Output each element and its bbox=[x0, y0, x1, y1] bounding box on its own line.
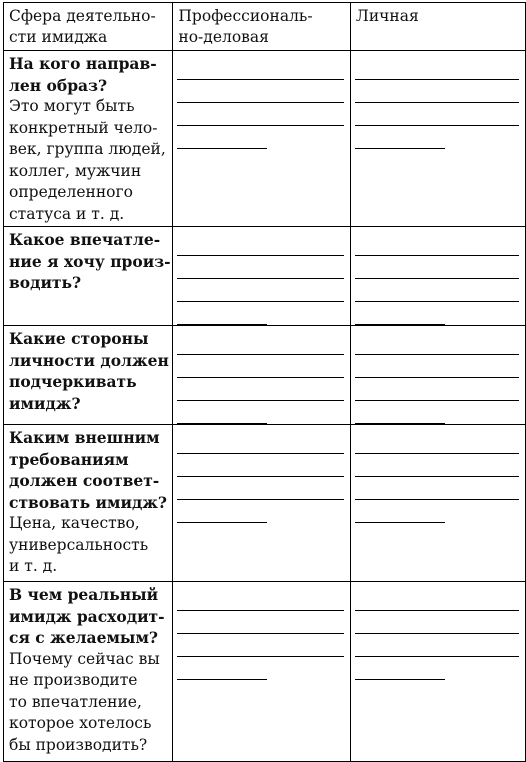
question-note: Это могут быть конкретный чело- век, группа людей, коллег, мужчин определенного статуса и т. д. bbox=[9, 97, 166, 223]
answer-line[interactable] bbox=[177, 634, 344, 657]
answer-line[interactable] bbox=[355, 80, 519, 103]
answer-personal[interactable] bbox=[350, 227, 525, 326]
answer-personal[interactable] bbox=[350, 582, 525, 762]
answer-professional[interactable] bbox=[173, 326, 351, 425]
answer-line[interactable] bbox=[355, 332, 519, 355]
answer-line[interactable] bbox=[177, 256, 344, 279]
answer-personal[interactable] bbox=[350, 51, 525, 227]
answer-line[interactable] bbox=[355, 634, 519, 657]
answer-line-short[interactable] bbox=[355, 126, 445, 149]
answer-line[interactable] bbox=[177, 57, 344, 80]
question-text: В чем реальный имидж расходит- ся с желаемым? bbox=[9, 585, 165, 647]
answer-line[interactable] bbox=[355, 588, 519, 611]
answer-line[interactable] bbox=[355, 57, 519, 80]
header-sphere bbox=[4, 3, 173, 51]
question-text: Какое впечатле- ние я хочу произ- водить? bbox=[9, 230, 171, 292]
answer-line-short[interactable] bbox=[177, 302, 267, 325]
answer-line[interactable] bbox=[177, 279, 344, 302]
question-text: Каким внешним требованиям должен соответ- ствовать имидж? bbox=[9, 428, 168, 512]
answer-line[interactable] bbox=[355, 279, 519, 302]
table-row bbox=[4, 582, 526, 762]
answer-line-short[interactable] bbox=[355, 657, 445, 680]
header-personal bbox=[350, 3, 525, 51]
question-cell bbox=[4, 227, 173, 326]
answer-line[interactable] bbox=[355, 431, 519, 454]
answer-line[interactable] bbox=[355, 611, 519, 634]
answer-professional[interactable] bbox=[173, 582, 351, 762]
answer-line-short[interactable] bbox=[355, 401, 445, 424]
table-row bbox=[4, 425, 526, 582]
header-professional-text: Профессиональ- но-деловая bbox=[178, 7, 313, 46]
answer-line[interactable] bbox=[355, 103, 519, 126]
answer-line[interactable] bbox=[177, 233, 344, 256]
answer-line-short[interactable] bbox=[177, 126, 267, 149]
question-note: Цена, качество, универсальность и т. д. bbox=[9, 514, 149, 575]
table-row bbox=[4, 51, 526, 227]
answer-line[interactable] bbox=[177, 332, 344, 355]
answer-line-short[interactable] bbox=[355, 302, 445, 325]
answer-line[interactable] bbox=[355, 378, 519, 401]
table-row bbox=[4, 227, 526, 326]
question-cell bbox=[4, 425, 173, 582]
answer-professional[interactable] bbox=[173, 51, 351, 227]
question-cell bbox=[4, 582, 173, 762]
answer-line[interactable] bbox=[177, 103, 344, 126]
question-note: Почему сейчас вы не производите то впечатление, которое хотелось бы производить? bbox=[9, 649, 160, 754]
question-cell bbox=[4, 326, 173, 425]
answer-line-short[interactable] bbox=[177, 657, 267, 680]
answer-line[interactable] bbox=[177, 80, 344, 103]
header-row bbox=[4, 3, 526, 51]
answer-line[interactable] bbox=[177, 611, 344, 634]
answer-line[interactable] bbox=[177, 454, 344, 477]
question-text: На кого направ- лен образ? bbox=[9, 54, 157, 95]
table-row bbox=[4, 326, 526, 425]
answer-line-short[interactable] bbox=[177, 401, 267, 424]
question-text: Какие стороны личности должен подчеркивать имидж? bbox=[9, 329, 169, 413]
answer-professional[interactable] bbox=[173, 425, 351, 582]
answer-line[interactable] bbox=[177, 588, 344, 611]
question-cell bbox=[4, 51, 173, 227]
answer-professional[interactable] bbox=[173, 227, 351, 326]
answer-line-short[interactable] bbox=[177, 500, 267, 523]
header-personal-text: Личная bbox=[355, 7, 419, 25]
answer-line[interactable] bbox=[177, 431, 344, 454]
answer-line[interactable] bbox=[177, 477, 344, 500]
answer-line[interactable] bbox=[355, 355, 519, 378]
answer-line[interactable] bbox=[355, 256, 519, 279]
header-sphere-text: Сфера деятельно- сти имиджа bbox=[9, 7, 156, 46]
answer-line[interactable] bbox=[355, 454, 519, 477]
answer-personal[interactable] bbox=[350, 326, 525, 425]
header-professional bbox=[173, 3, 351, 51]
answer-personal[interactable] bbox=[350, 425, 525, 582]
answer-line[interactable] bbox=[177, 355, 344, 378]
answer-line[interactable] bbox=[355, 477, 519, 500]
answer-line-short[interactable] bbox=[355, 500, 445, 523]
image-worksheet-table bbox=[3, 2, 526, 762]
answer-line[interactable] bbox=[355, 233, 519, 256]
answer-line[interactable] bbox=[177, 378, 344, 401]
